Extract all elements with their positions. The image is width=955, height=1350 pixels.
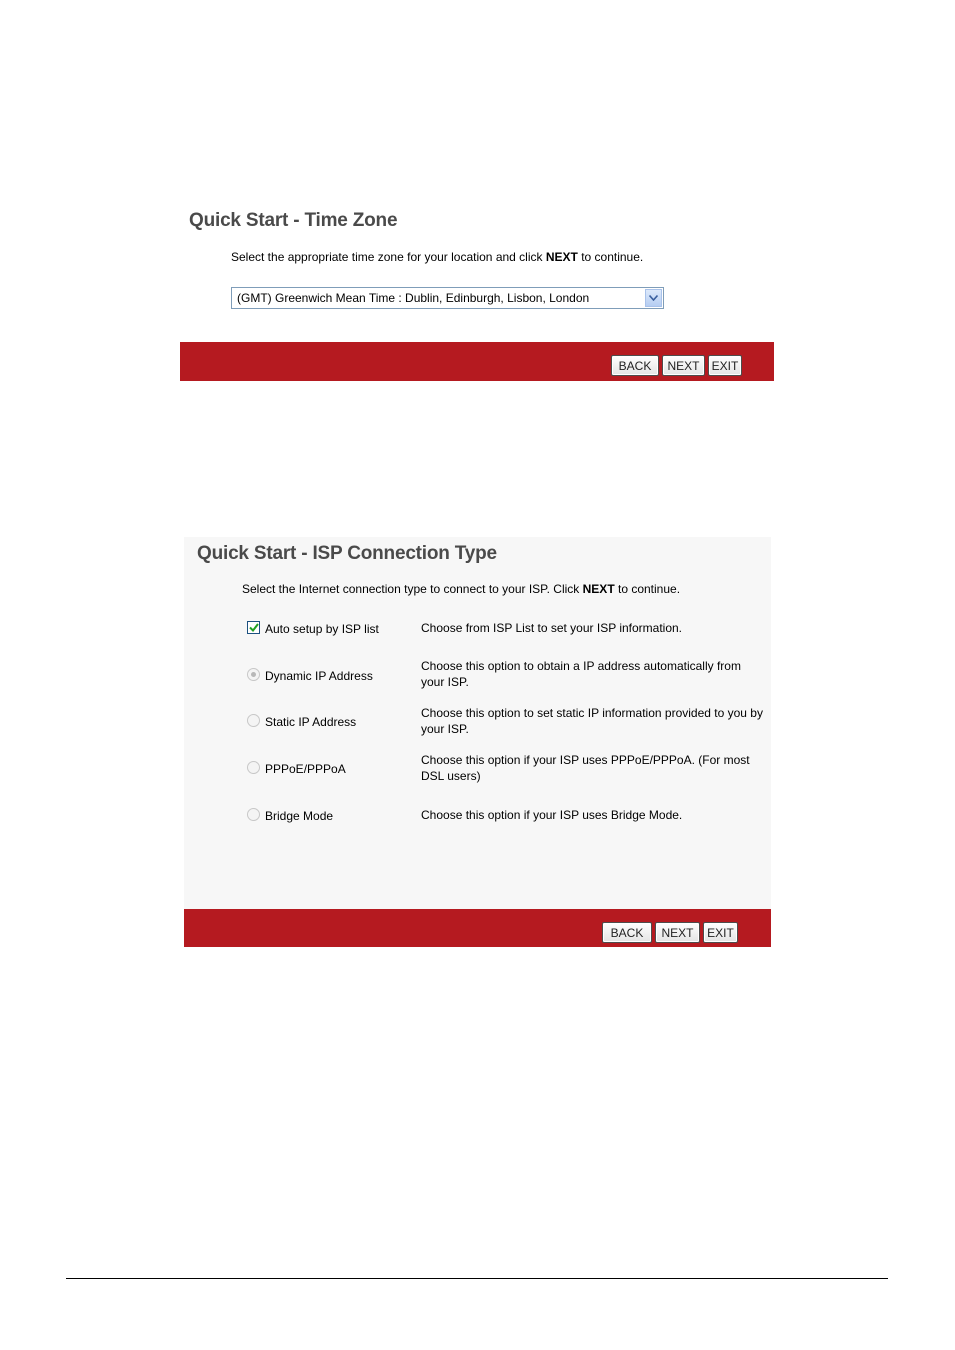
- bridge-mode-description: Choose this option if your ISP uses Bridge Mode.: [421, 808, 683, 822]
- auto-setup-label: Auto setup by ISP list: [265, 622, 379, 636]
- back-button[interactable]: BACK: [602, 922, 652, 943]
- pppoe-description: Choose this option if your ISP uses PPPoE/PPPoA. (For most DSL users): [421, 753, 750, 783]
- bridge-mode-label: Bridge Mode: [265, 809, 334, 823]
- time-zone-title: Quick Start - Time Zone: [189, 210, 398, 231]
- dynamic-ip-label: Dynamic IP Address: [265, 669, 373, 683]
- isp-instruction: Select the Internet connection type to connect to your ISP. Click NEXT to continue.: [242, 582, 681, 596]
- pppoe-label: PPPoE/PPPoA: [265, 762, 346, 776]
- isp-title: Quick Start - ISP Connection Type: [197, 543, 497, 564]
- static-ip-description: Choose this option to set static IP information provided to you by your ISP.: [421, 706, 763, 736]
- dynamic-ip-description: Choose this option to obtain a IP address automatically from your ISP.: [421, 659, 741, 689]
- exit-button[interactable]: EXIT: [703, 922, 738, 943]
- next-button[interactable]: NEXT: [655, 922, 700, 943]
- next-button[interactable]: NEXT: [662, 355, 705, 376]
- bridge-mode-radio[interactable]: [247, 808, 260, 821]
- pppoe-radio[interactable]: [247, 761, 260, 774]
- time-zone-selected-value: (GMT) Greenwich Mean Time : Dublin, Edinburgh, Lisbon, London: [237, 291, 590, 305]
- back-button[interactable]: BACK: [611, 355, 659, 376]
- checkmark-icon: [249, 623, 259, 632]
- static-ip-label: Static IP Address: [265, 715, 357, 729]
- footer-divider: [66, 1278, 888, 1279]
- chevron-down-icon[interactable]: [645, 289, 662, 307]
- auto-setup-description: Choose from ISP List to set your ISP information.: [421, 621, 683, 635]
- time-zone-select[interactable]: [231, 287, 664, 309]
- dynamic-ip-radio[interactable]: [247, 668, 260, 681]
- auto-setup-checkbox[interactable]: [247, 621, 260, 634]
- time-zone-instruction: Select the appropriate time zone for your location and click NEXT to continue.: [231, 250, 644, 264]
- static-ip-radio[interactable]: [247, 714, 260, 727]
- exit-button[interactable]: EXIT: [708, 355, 742, 376]
